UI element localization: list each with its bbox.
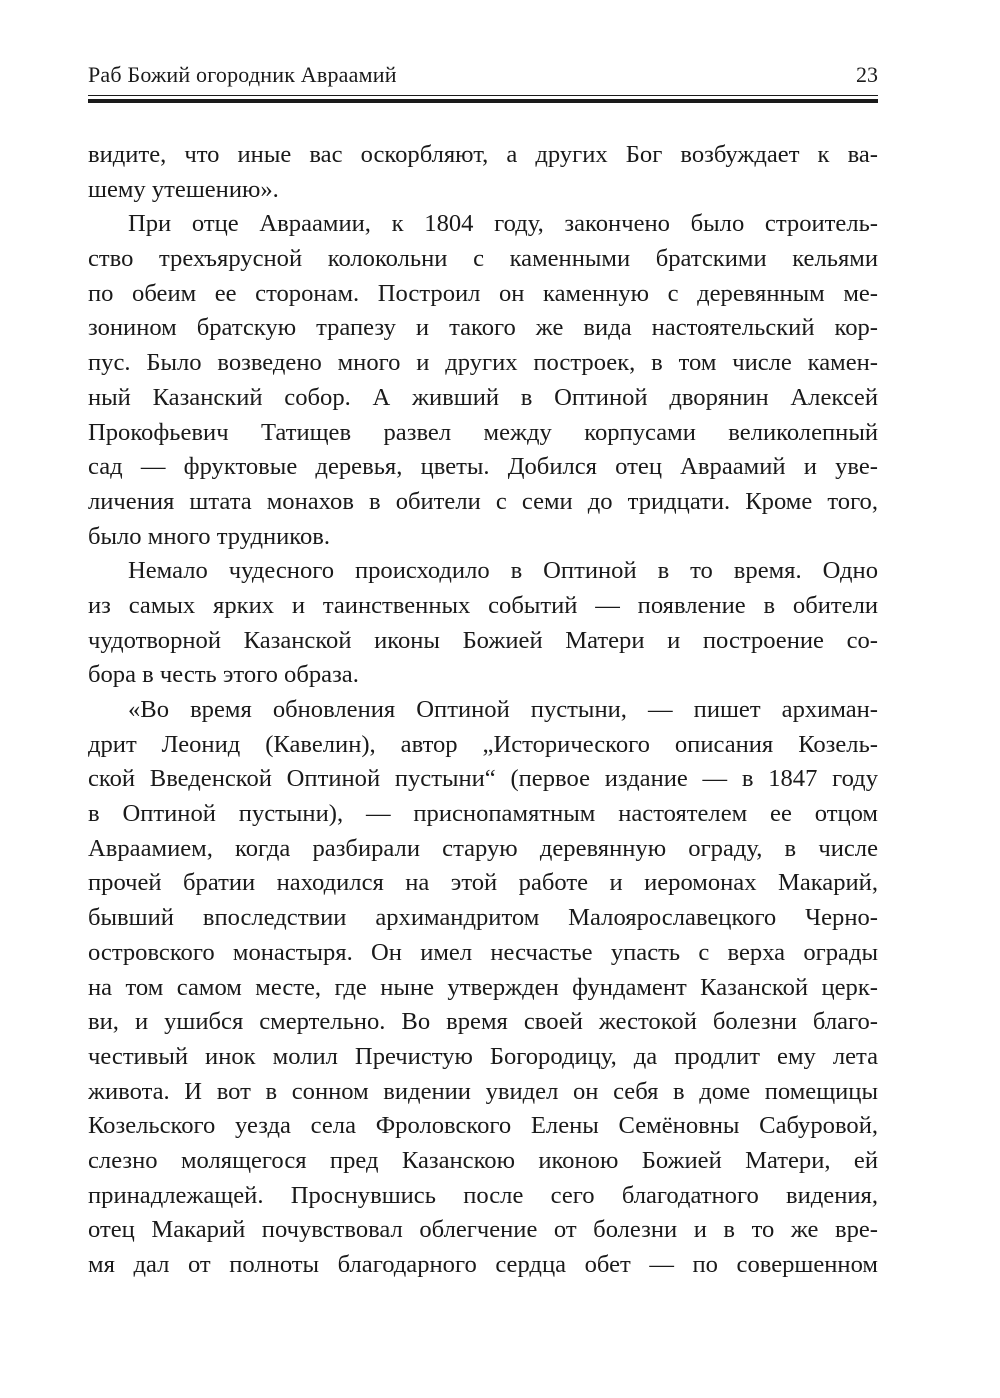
text-line: мя дал от полноты благодарного сердца обет — по совершенном — [88, 1251, 878, 1278]
text-line: видите, что иные вас оскорбляют, а других Бог возбуждает к ва- — [88, 141, 878, 168]
text-line: честивый инок молил Пречистую Богородицу, да продлит ему лета — [88, 1042, 878, 1070]
text-line: зонином братскую трапезу и такого же вида настоятельский кор- — [88, 314, 878, 342]
text-line: дрит Леонид (Кавелин), автор „Исторического описания Козель- — [88, 730, 878, 758]
text-line: живота. И вот в сонном видении увидел он себя в доме помещицы — [88, 1077, 878, 1105]
text-line: ный Казанский собор. А живший в Оптиной дворянин Алексей — [88, 383, 878, 411]
text-line: бывший впоследствии архимандритом Малоярославецкого Черно- — [88, 904, 878, 932]
text-line: ви, и ушибся смертельно. Во время своей жестокой болезни благо- — [88, 1008, 878, 1036]
text-line: из самых ярких и таинственных событий — появление в обители — [88, 591, 878, 619]
running-title: Раб Божий огородник Авраамий — [88, 62, 397, 87]
text-line: на том самом месте, где ныне утвержден фундамент Казанской церк- — [88, 973, 878, 1001]
text-line: слезно молящегося пред Казанскою иконою Божией Матери, ей — [88, 1146, 878, 1174]
text-line: бора в честь этого образа. — [88, 661, 359, 689]
text-line: по обеим ее сторонам. Построил он каменную с деревянным ме- — [88, 279, 878, 307]
text-line: Авраамием, когда разбирали старую деревянную ограду, в числе — [88, 834, 878, 862]
text-line: При отце Авраамии, к 1804 году, закончено было строитель- — [128, 210, 878, 238]
text-line: Немало чудесного происходило в Оптиной в то время. Одно — [128, 557, 878, 585]
page-number: 23 — [856, 62, 878, 87]
body-text — [88, 138, 878, 1283]
text-line: сад — фруктовые деревья, цветы. Добился отец Авраамий и уве- — [88, 453, 878, 481]
text-line: прочей братии находился на этой работе и иеромонах Макарий, — [88, 869, 878, 897]
text-line: островского монастыря. Он имел несчастье упасть с верха ограды — [88, 938, 878, 966]
text-line: Козельского уезда села Фроловского Елены Семёновны Сабуровой, — [88, 1112, 878, 1140]
text-line: ской Введенской Оптиной пустыни“ (первое издание — в 1847 году — [88, 765, 878, 793]
text-line: было много трудников. — [88, 522, 331, 550]
text-line: пус. Было возведено много и других построек, в том числе камен- — [88, 349, 878, 377]
text-line: Прокофьевич Татищев развел между корпусами великолепный — [88, 418, 878, 446]
text-line: в Оптиной пустыни), — приснопамятным настоятелем ее отцом — [88, 800, 878, 828]
text-line: принадлежащей. Проснувшись после сего благодатного видения, — [88, 1181, 878, 1209]
text-line: личения штата монахов в обители с семи до тридцати. Кроме того, — [88, 487, 878, 515]
running-head — [88, 60, 878, 90]
header-rule-thin — [88, 95, 878, 96]
text-line: шему утешению». — [88, 175, 279, 203]
text-line: «Во время обновления Оптиной пустыни, — пишет архиман- — [128, 696, 878, 723]
text-line: ство трехъярусной колокольни с каменными братскими кельями — [88, 245, 878, 273]
text-line: чудотворной Казанской иконы Божией Матери и построение со- — [88, 626, 878, 654]
header-rule-thick — [88, 99, 878, 103]
text-line: отец Макарий почувствовал облегчение от болезни и в то же вре- — [88, 1216, 878, 1244]
